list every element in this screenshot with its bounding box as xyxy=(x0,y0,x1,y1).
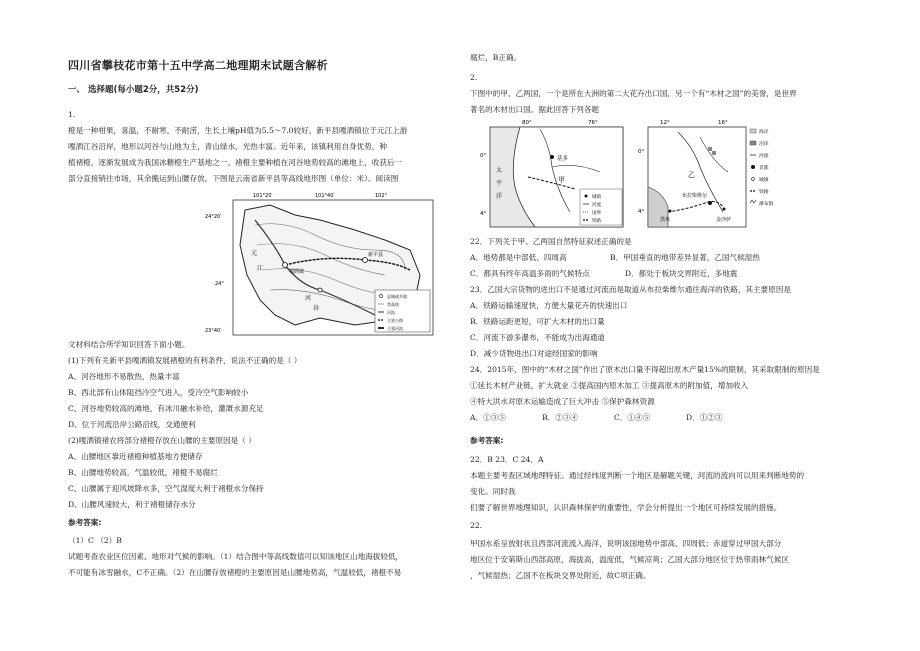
page-title: 四川省攀枝花市第十五中学高二地理期末试题含解析 xyxy=(68,59,328,72)
question-1-number: 1. xyxy=(68,110,76,119)
q23-option: D．减少货物进出口对途经国家的影响 xyxy=(470,349,598,358)
map1-lon-label: 102° xyxy=(375,193,388,199)
q1-explanation: 试题考查农业区位因素、地形对气候的影响。（1）结合图中等高线数值可以知该地区山地海拔较低， xyxy=(68,552,404,561)
mapB-legend: 瀑布群 xyxy=(759,202,774,207)
mapA-lat-label: 4° xyxy=(480,211,487,217)
q22-option: B．甲国垂直的地带差异显著，乙国气候湿热 xyxy=(610,253,760,262)
map1-place: 江 xyxy=(257,265,264,272)
map1-place: 嘎洒镇 xyxy=(289,269,305,275)
map1-legend: 主要公路 xyxy=(387,318,403,323)
map1-legend: 县城或乡镇 xyxy=(387,294,407,299)
mapA-place: 甲 xyxy=(558,176,565,184)
q1-sub1-option: D、位于河流沿岸公路沿线，交通便利 xyxy=(68,420,196,429)
mapB-lat-label: 0° xyxy=(638,149,645,155)
q1-explanation: 不可能有冰雪融水，C不正确。（2）在山腰存放褚橙的主要原因是山腰地势高，气温较低，褚橙不易 xyxy=(68,568,402,577)
map-country-jia xyxy=(480,117,625,229)
q2-answers: 22．B 23．C 24．A xyxy=(470,455,544,464)
mapA-legend: 国界 xyxy=(592,211,601,216)
q1-sub1-option: C、河谷地势较高的滩地，有冰川融水补给，灌溉水源充足 xyxy=(68,404,264,413)
q23-stem: 23．乙国大宗货物的进出口不是通过河流而是取道从布拉柴维尔通往海洋的铁路，其主要原因是 xyxy=(470,285,792,294)
mapB-place: 乙 xyxy=(688,171,695,179)
mapA-place: 洋 xyxy=(496,193,503,200)
q1-sub1-option: A、河谷地形不易散热，热量丰富 xyxy=(68,372,180,381)
map1-legend: 主要河流 xyxy=(387,326,403,331)
mapB-legend: 城镇 xyxy=(759,178,769,183)
answer-label: 参考答案: xyxy=(470,436,504,445)
map1-lat-label: 23°40′ xyxy=(205,328,222,334)
map1-place: 谷 xyxy=(313,305,320,312)
mapB-legend: 海洋 xyxy=(759,130,769,135)
mapA-lon-label: 80° xyxy=(522,120,532,126)
mapB-legend: 铁路 xyxy=(759,190,769,195)
mapB-legend: 首都 xyxy=(759,166,769,171)
q22-explanation: 地区位于安第斯山西部高原，海拔高，温度低，气候凉爽；乙国大部分地区位于热带雨林气候区 xyxy=(470,555,789,564)
q1-stem-line: 文材料结合所学知识回答下面小题。 xyxy=(68,340,190,349)
mapA-lat-label: 0° xyxy=(480,153,487,159)
q24-option: B．②③④ xyxy=(542,413,578,422)
q24-stem-line: ①延长木材产业链，扩大就业 ②提高国内原木加工 ③提高原木的附加值，增加收入 xyxy=(470,381,749,390)
q22-option: A．地势都是中部低、四周高 xyxy=(470,253,567,262)
q22-explain-label: 22. xyxy=(470,521,483,530)
map1-lat-label: 24° xyxy=(215,281,224,287)
mapA-legend: 河流 xyxy=(592,203,601,208)
q23-option: A．铁路运输速度快，方便大量花卉的快速出口 xyxy=(470,301,628,310)
q22-stem: 22．下列关于甲、乙两国自然特征叙述正确的是 xyxy=(470,237,632,246)
q1-sub2-option: B、山腰地势较高，气温较低，褚橙不易腐烂 xyxy=(68,468,218,477)
q1-stem-line: 橙是一种柑果，喜温，不耐寒，不耐涝，生长土壤pH值为5.5～7.0较好。新平县嘎洒镇位于元江上游 xyxy=(68,126,408,135)
mapB-place: 黑角 xyxy=(660,217,671,223)
mapB-legend: 沼泽 xyxy=(759,142,769,147)
mapB-place: 布拉柴维尔 xyxy=(682,193,708,199)
q1-sub2-option: D、山腰风速较大，利于褚橙储存水分 xyxy=(68,500,196,509)
q1-sub2-option: C、山腰属于迎风坡降水多，空气湿度大利于褚橙水分保持 xyxy=(68,484,264,493)
map1-legend: 河流 xyxy=(387,310,395,315)
mapA-legend: 铁路 xyxy=(592,219,601,224)
map1-legend: 等高线 xyxy=(387,302,399,307)
map-country-yi xyxy=(638,117,788,229)
q1-sub1-option: B、西北部有山体阻挡冷空气进入，受冷空气影响较小 xyxy=(68,388,249,397)
q1-stem-line: 嘎洒江谷沿岸，地形以河谷与山地为主，青山绿水，光热丰富。近年来，该镇利用自身优势，种 xyxy=(68,142,387,151)
q22-explanation: ，气候湿热；乙国不在板块交界处附近，故C项正确。 xyxy=(470,571,651,580)
mapA-lon-label: 76° xyxy=(588,120,598,126)
q24-option: D．①②③ xyxy=(686,413,723,422)
q23-option: C．河流下游多瀑布，不能成为出海通道 xyxy=(470,333,605,342)
mapB-place: 金沙萨 xyxy=(716,217,732,223)
answer-continuation: 腐烂，B正确。 xyxy=(470,53,522,62)
q1-sub2-option: A、山腰地区靠近褚橙种植基地方便储存 xyxy=(68,452,203,461)
answer-label: 参考答案: xyxy=(68,518,102,527)
map1-place: 元 xyxy=(251,250,258,257)
q24-stem-line: ④特大洪水对原木运输造成了巨大冲击 ⑤保护森林资源 xyxy=(470,397,655,406)
mapB-lon-label: 16° xyxy=(718,120,728,126)
mapB-lat-label: 4° xyxy=(638,209,645,215)
mapA-place: 基多 xyxy=(557,156,569,162)
map1-lon-label: 101°40′ xyxy=(315,193,335,199)
q2-explanation: 本题主要考查区域地理特征。通过经纬度判断一个地区是解题关键，河流的流向可以用来判断地势的 xyxy=(470,471,805,480)
map1-lat-label: 24°20′ xyxy=(205,214,222,220)
q1-sub1: (1)下列有关新平县嘎洒镇发展褚橙的有利条件，说法不正确的是（ ） xyxy=(68,356,302,365)
map1-lon-label: 101°20′ xyxy=(253,193,273,199)
map1-place: 河 xyxy=(305,295,312,302)
q23-option: B．铁路运距更短，可扩大木材的出口量 xyxy=(470,317,605,326)
contour-map xyxy=(205,190,440,340)
q1-stem-line: 植褚橙，逐渐发展成为我国冰糖橙生产基地之一。褚橙主要种植在河谷地势较高的滩地上，收获后一 xyxy=(68,158,403,167)
mapA-legend: 城镇 xyxy=(592,195,601,200)
section-heading: 一、 选择题(每小题2分，共52分) xyxy=(68,85,199,95)
q1-stem-line: 部分直接销往市场，其余搬运到山腰存放。下图是云南省新平县等高线地形图（单位：米）。阅读图 xyxy=(68,174,399,183)
q2-explanation: 们要了解世界地理知识，认识森林保护的重要性，学会分析提出一个地区可持续发展的措施。 xyxy=(470,503,782,512)
q24-option: A．①③⑤ xyxy=(470,413,506,422)
mapA-place: 太 xyxy=(496,167,503,174)
q22-option: D．都处于板块交界附近，多地震 xyxy=(625,269,738,278)
q2-stem-line: 著名的木材出口国。据此回答下列各题 xyxy=(470,105,600,114)
q24-option: C．①④⑤ xyxy=(614,413,651,422)
q22-explanation: 甲国水系呈放射状且西部河流流入海洋，说明该国地势中部高、四周低；赤道穿过甲国大部分 xyxy=(470,539,782,548)
q1-answer: （1）C （2）B xyxy=(68,536,122,545)
q2-explanation: 变化。同时我 xyxy=(470,487,516,496)
q24-stem-line: 24．2015年，图中的“木材之国”作出了原木出口量不得超出原木产量15%的限制，其采取限制的原因是 xyxy=(470,365,820,374)
map1-place: 新平县 xyxy=(368,252,384,258)
question-2-number: 2. xyxy=(470,73,478,82)
q2-stem-line: 下图中的甲、乙两国，一个是所在大洲的第二大花卉出口国，另一个有“木材之国”的美誉，是世界 xyxy=(470,89,797,98)
mapB-lon-label: 12° xyxy=(660,120,670,126)
mapB-legend: 河流 xyxy=(759,154,769,159)
q22-option: C．都具有终年高温多雨的气候特点 xyxy=(470,269,590,278)
q1-sub2: (2)嘎洒镇褚农将部分褚橙存放在山腰的主要原因是（ ） xyxy=(68,436,256,445)
mapA-place: 平 xyxy=(496,180,503,187)
